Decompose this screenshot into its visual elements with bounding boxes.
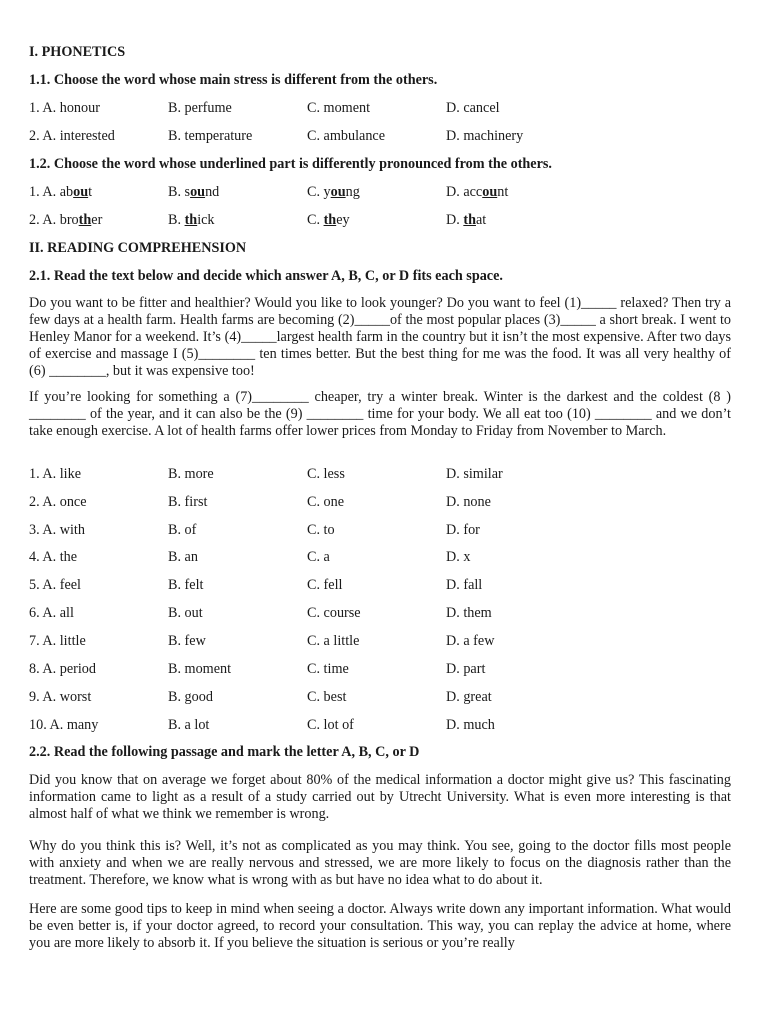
answer-row	[29, 494, 731, 511]
option-c: C. course	[307, 605, 361, 621]
option-d: D. machinery	[446, 128, 524, 144]
option-a: 7. A. little	[29, 633, 86, 649]
answer-row	[29, 577, 731, 594]
subsection-title-stress: 1.1. Choose the word whose main stress is different from the others.	[29, 72, 438, 88]
option-b: B. few	[168, 633, 206, 649]
option-c: C. ambulance	[307, 128, 386, 144]
option-b: B. moment	[168, 661, 232, 677]
option-a: 9. A. worst	[29, 689, 92, 705]
option-c: C. young	[307, 184, 360, 200]
answer-row	[29, 633, 731, 650]
reading-passage-paragraph-2: Why do you think this is? Well, it’s not as complicated as you may think. You see, going to the doctor fills most people with anxiety and when we are really nervous and stressed, we are more likely to focus on the diagnosis rather than the treatment. Therefore, we know what is wrong with as but have no idea what to do about it.	[29, 838, 731, 888]
option-a: 6. A. all	[29, 605, 74, 621]
option-c: C. they	[307, 212, 350, 228]
subsection-title-reading-passage: 2.2. Read the following passage and mark the letter A, B, C, or D	[29, 744, 420, 760]
option-d: D. a few	[446, 633, 495, 649]
option-c: C. fell	[307, 577, 343, 593]
option-b: B. good	[168, 689, 213, 705]
option-b: B. perfume	[168, 100, 232, 116]
answer-row	[29, 549, 731, 566]
option-c: C. a little	[307, 633, 360, 649]
option-b: B. thick	[168, 212, 215, 228]
option-c: C. time	[307, 661, 349, 677]
option-d: D. x	[446, 549, 471, 565]
option-b: B. more	[168, 466, 214, 482]
option-a: 2. A. brother	[29, 212, 103, 228]
cloze-passage-paragraph-2: If you’re looking for something a (7)________ cheaper, try a winter break. Winter is the darkest and the coldest (8 ) ________ of the year, and it can also be the (9) ________ time for your body. We all eat too (10) ________ and we don’t take enough exercise. A lot of health farms offer lower prices from Monday to Friday from November to March.	[29, 389, 731, 439]
pronunciation-question-2	[29, 212, 731, 229]
option-a: 4. A. the	[29, 549, 78, 565]
subsection-title-cloze: 2.1. Read the text below and decide which answer A, B, C, or D fits each space.	[29, 268, 503, 284]
answer-row	[29, 717, 731, 734]
option-b: B. out	[168, 605, 203, 621]
option-c: C. less	[307, 466, 345, 482]
answer-row	[29, 466, 731, 483]
option-d: D. much	[446, 717, 495, 733]
option-c: C. one	[307, 494, 345, 510]
option-b: B. first	[168, 494, 208, 510]
option-a: 1. A. honour	[29, 100, 100, 116]
cloze-passage-paragraph-1: Do you want to be fitter and healthier? Would you like to look younger? Do you want to feel (1)_____ relaxed? Then try a few days at a health farm. Health farms are becoming (2)_____of the most popular places (3)_____ a short break. I went to Henley Manor for a weekend. It’s (4)_____largest health farm in the country but it isn’t the most expensive. After two days of exercise and massage I (5)________ ten times better. But the best thing for me was the food. It was all very healthy of (6) ________, but it was expensive too!	[29, 295, 731, 379]
option-b: B. of	[168, 522, 197, 538]
option-d: D. similar	[446, 466, 503, 482]
reading-passage-paragraph-1: Did you know that on average we forget about 80% of the medical information a doctor might give us? This fascinating information came to light as a result of a study carried out by Utrecht University. What is even more interesting is that almost half of what we think we remember is wrong.	[29, 772, 731, 822]
answer-row	[29, 605, 731, 622]
option-c: C. a	[307, 549, 330, 565]
option-d: D. that	[446, 212, 487, 228]
option-a: 5. A. feel	[29, 577, 82, 593]
option-d: D. great	[446, 689, 492, 705]
option-d: D. them	[446, 605, 492, 621]
option-b: B. felt	[168, 577, 204, 593]
option-a: 8. A. period	[29, 661, 96, 677]
option-c: C. moment	[307, 100, 371, 116]
option-d: D. part	[446, 661, 486, 677]
section-title-reading: II. READING COMPREHENSION	[29, 240, 247, 256]
option-c: C. lot of	[307, 717, 354, 733]
reading-passage-paragraph-3: Here are some good tips to keep in mind when seeing a doctor. Always write down any important information. What would be even better is, if your doctor agreed, to record your consultation. This way, you can replay the advice at home, where you are more likely to absorb it. If you believe the situation is serious or you’re really	[29, 901, 731, 951]
stress-question-1	[29, 100, 731, 117]
option-a: 2. A. interested	[29, 128, 115, 144]
answer-row	[29, 689, 731, 706]
option-a: 2. A. once	[29, 494, 87, 510]
section-title-phonetics: I. PHONETICS	[29, 44, 126, 60]
answer-row	[29, 522, 731, 539]
option-b: B. sound	[168, 184, 220, 200]
option-b: B. temperature	[168, 128, 253, 144]
stress-question-2	[29, 128, 731, 145]
answer-row	[29, 661, 731, 678]
option-a: 10. A. many	[29, 717, 99, 733]
option-c: C. to	[307, 522, 335, 538]
pronunciation-question-1	[29, 184, 731, 201]
option-b: B. an	[168, 549, 198, 565]
option-d: D. cancel	[446, 100, 500, 116]
option-a: 1. A. about	[29, 184, 93, 200]
option-a: 1. A. like	[29, 466, 82, 482]
option-d: D. account	[446, 184, 509, 200]
option-d: D. for	[446, 522, 480, 538]
option-b: B. a lot	[168, 717, 210, 733]
subsection-title-pronunciation: 1.2. Choose the word whose underlined part is differently pronounced from the others.	[29, 156, 552, 172]
option-d: D. none	[446, 494, 491, 510]
option-a: 3. A. with	[29, 522, 85, 538]
option-d: D. fall	[446, 577, 483, 593]
option-c: C. best	[307, 689, 347, 705]
